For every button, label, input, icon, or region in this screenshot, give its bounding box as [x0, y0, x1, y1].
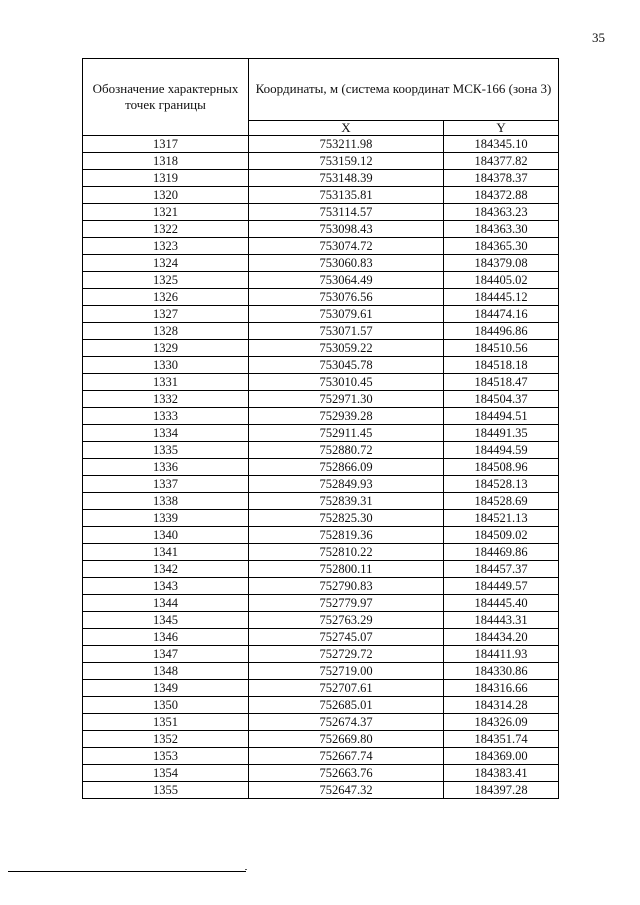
x-coordinate-cell: 753045.78 [249, 357, 444, 374]
table-row [83, 425, 559, 442]
x-coordinate-cell: 753114.57 [249, 204, 444, 221]
point-id-cell: 1335 [83, 442, 249, 459]
point-id-cell: 1333 [83, 408, 249, 425]
x-coordinate-cell: 753064.49 [249, 272, 444, 289]
y-coordinate-cell: 184314.28 [444, 697, 559, 714]
page-number: 35 [592, 30, 605, 45]
x-coordinate-cell: 752819.36 [249, 527, 444, 544]
point-id-cell: 1330 [83, 357, 249, 374]
point-id-cell: 1334 [83, 425, 249, 442]
y-coordinate-cell: 184528.69 [444, 493, 559, 510]
table-row [83, 680, 559, 697]
table-row [83, 442, 559, 459]
point-id-cell: 1343 [83, 578, 249, 595]
y-coordinate-cell: 184351.74 [444, 731, 559, 748]
y-coordinate-cell: 184434.20 [444, 629, 559, 646]
footer-mark [245, 869, 247, 870]
x-coordinate-cell: 752647.32 [249, 782, 444, 799]
header-coordinates: Координаты, м (система координат МСК-166 (зона 3) [249, 59, 559, 121]
y-coordinate-cell: 184518.18 [444, 357, 559, 374]
point-id-cell: 1325 [83, 272, 249, 289]
y-coordinate-cell: 184494.59 [444, 442, 559, 459]
table-body [83, 136, 559, 799]
table-row [83, 221, 559, 238]
x-coordinate-cell: 752839.31 [249, 493, 444, 510]
point-id-cell: 1326 [83, 289, 249, 306]
table-row [83, 782, 559, 799]
x-coordinate-cell: 752674.37 [249, 714, 444, 731]
table-row [83, 476, 559, 493]
y-coordinate-cell: 184379.08 [444, 255, 559, 272]
x-coordinate-cell: 753079.61 [249, 306, 444, 323]
point-id-cell: 1347 [83, 646, 249, 663]
y-coordinate-cell: 184365.30 [444, 238, 559, 255]
x-coordinate-cell: 752745.07 [249, 629, 444, 646]
table-row [83, 527, 559, 544]
point-id-cell: 1338 [83, 493, 249, 510]
y-coordinate-cell: 184377.82 [444, 153, 559, 170]
y-coordinate-cell: 184496.86 [444, 323, 559, 340]
x-coordinate-cell: 752763.29 [249, 612, 444, 629]
table-row [83, 391, 559, 408]
y-coordinate-cell: 184316.66 [444, 680, 559, 697]
point-id-cell: 1336 [83, 459, 249, 476]
x-coordinate-cell: 752880.72 [249, 442, 444, 459]
x-coordinate-cell: 752849.93 [249, 476, 444, 493]
table-row [83, 561, 559, 578]
x-coordinate-cell: 753010.45 [249, 374, 444, 391]
point-id-cell: 1331 [83, 374, 249, 391]
y-coordinate-cell: 184504.37 [444, 391, 559, 408]
table-row [83, 544, 559, 561]
x-coordinate-cell: 753159.12 [249, 153, 444, 170]
point-id-cell: 1353 [83, 748, 249, 765]
table-row [83, 612, 559, 629]
x-coordinate-cell: 753074.72 [249, 238, 444, 255]
y-coordinate-cell: 184330.86 [444, 663, 559, 680]
x-coordinate-cell: 752667.74 [249, 748, 444, 765]
x-coordinate-cell: 752825.30 [249, 510, 444, 527]
y-coordinate-cell: 184445.12 [444, 289, 559, 306]
y-coordinate-cell: 184445.40 [444, 595, 559, 612]
header-x: X [249, 120, 444, 135]
point-id-cell: 1328 [83, 323, 249, 340]
point-id-cell: 1351 [83, 714, 249, 731]
table-row [83, 731, 559, 748]
y-coordinate-cell: 184345.10 [444, 136, 559, 153]
x-coordinate-cell: 753211.98 [249, 136, 444, 153]
x-coordinate-cell: 752866.09 [249, 459, 444, 476]
point-id-cell: 1355 [83, 782, 249, 799]
y-coordinate-cell: 184411.93 [444, 646, 559, 663]
table-row [83, 187, 559, 204]
x-coordinate-cell: 752779.97 [249, 595, 444, 612]
point-id-cell: 1341 [83, 544, 249, 561]
x-coordinate-cell: 752911.45 [249, 425, 444, 442]
x-coordinate-cell: 753060.83 [249, 255, 444, 272]
table-row [83, 153, 559, 170]
point-id-cell: 1349 [83, 680, 249, 697]
point-id-cell: 1323 [83, 238, 249, 255]
table-row [83, 272, 559, 289]
y-coordinate-cell: 184469.86 [444, 544, 559, 561]
y-coordinate-cell: 184363.30 [444, 221, 559, 238]
point-id-cell: 1320 [83, 187, 249, 204]
table-row [83, 289, 559, 306]
y-coordinate-cell: 184443.31 [444, 612, 559, 629]
table-row [83, 357, 559, 374]
table-row [83, 374, 559, 391]
point-id-cell: 1342 [83, 561, 249, 578]
x-coordinate-cell: 753135.81 [249, 187, 444, 204]
y-coordinate-cell: 184508.96 [444, 459, 559, 476]
table-row [83, 170, 559, 187]
point-id-cell: 1350 [83, 697, 249, 714]
table-row [83, 493, 559, 510]
table-row [83, 629, 559, 646]
table-row [83, 510, 559, 527]
table-row [83, 765, 559, 782]
table-row [83, 306, 559, 323]
x-coordinate-cell: 752729.72 [249, 646, 444, 663]
point-id-cell: 1337 [83, 476, 249, 493]
x-coordinate-cell: 752719.00 [249, 663, 444, 680]
point-id-cell: 1327 [83, 306, 249, 323]
y-coordinate-cell: 184369.00 [444, 748, 559, 765]
x-coordinate-cell: 752810.22 [249, 544, 444, 561]
x-coordinate-cell: 753076.56 [249, 289, 444, 306]
y-coordinate-cell: 184491.35 [444, 425, 559, 442]
table-row [83, 748, 559, 765]
x-coordinate-cell: 752707.61 [249, 680, 444, 697]
x-coordinate-cell: 753059.22 [249, 340, 444, 357]
table-row [83, 136, 559, 153]
point-id-cell: 1346 [83, 629, 249, 646]
header-y: Y [444, 120, 559, 135]
x-coordinate-cell: 752800.11 [249, 561, 444, 578]
point-id-cell: 1340 [83, 527, 249, 544]
table-row [83, 238, 559, 255]
y-coordinate-cell: 184528.13 [444, 476, 559, 493]
table-row [83, 578, 559, 595]
x-coordinate-cell: 753071.57 [249, 323, 444, 340]
y-coordinate-cell: 184363.23 [444, 204, 559, 221]
point-id-cell: 1332 [83, 391, 249, 408]
y-coordinate-cell: 184509.02 [444, 527, 559, 544]
y-coordinate-cell: 184397.28 [444, 782, 559, 799]
table-row [83, 323, 559, 340]
point-id-cell: 1322 [83, 221, 249, 238]
x-coordinate-cell: 752790.83 [249, 578, 444, 595]
point-id-cell: 1329 [83, 340, 249, 357]
y-coordinate-cell: 184449.57 [444, 578, 559, 595]
table-row [83, 340, 559, 357]
table-row [83, 663, 559, 680]
point-id-cell: 1348 [83, 663, 249, 680]
coordinates-table [82, 58, 559, 799]
table-row [83, 408, 559, 425]
y-coordinate-cell: 184378.37 [444, 170, 559, 187]
point-id-cell: 1317 [83, 136, 249, 153]
point-id-cell: 1344 [83, 595, 249, 612]
point-id-cell: 1345 [83, 612, 249, 629]
y-coordinate-cell: 184518.47 [444, 374, 559, 391]
point-id-cell: 1339 [83, 510, 249, 527]
point-id-cell: 1324 [83, 255, 249, 272]
y-coordinate-cell: 184510.56 [444, 340, 559, 357]
footer-rule [8, 871, 246, 872]
table-row [83, 646, 559, 663]
y-coordinate-cell: 184372.88 [444, 187, 559, 204]
y-coordinate-cell: 184383.41 [444, 765, 559, 782]
point-id-cell: 1354 [83, 765, 249, 782]
point-id-cell: 1319 [83, 170, 249, 187]
table-row [83, 204, 559, 221]
table-row [83, 714, 559, 731]
x-coordinate-cell: 752669.80 [249, 731, 444, 748]
header-point-designation: Обозначение характерных точек границы [83, 59, 249, 136]
point-id-cell: 1318 [83, 153, 249, 170]
x-coordinate-cell: 752939.28 [249, 408, 444, 425]
y-coordinate-cell: 184474.16 [444, 306, 559, 323]
table-row [83, 697, 559, 714]
x-coordinate-cell: 753098.43 [249, 221, 444, 238]
y-coordinate-cell: 184326.09 [444, 714, 559, 731]
y-coordinate-cell: 184521.13 [444, 510, 559, 527]
x-coordinate-cell: 752685.01 [249, 697, 444, 714]
x-coordinate-cell: 752663.76 [249, 765, 444, 782]
y-coordinate-cell: 184405.02 [444, 272, 559, 289]
table-row [83, 255, 559, 272]
table-row [83, 459, 559, 476]
x-coordinate-cell: 753148.39 [249, 170, 444, 187]
point-id-cell: 1352 [83, 731, 249, 748]
x-coordinate-cell: 752971.30 [249, 391, 444, 408]
y-coordinate-cell: 184494.51 [444, 408, 559, 425]
y-coordinate-cell: 184457.37 [444, 561, 559, 578]
table-row [83, 595, 559, 612]
point-id-cell: 1321 [83, 204, 249, 221]
